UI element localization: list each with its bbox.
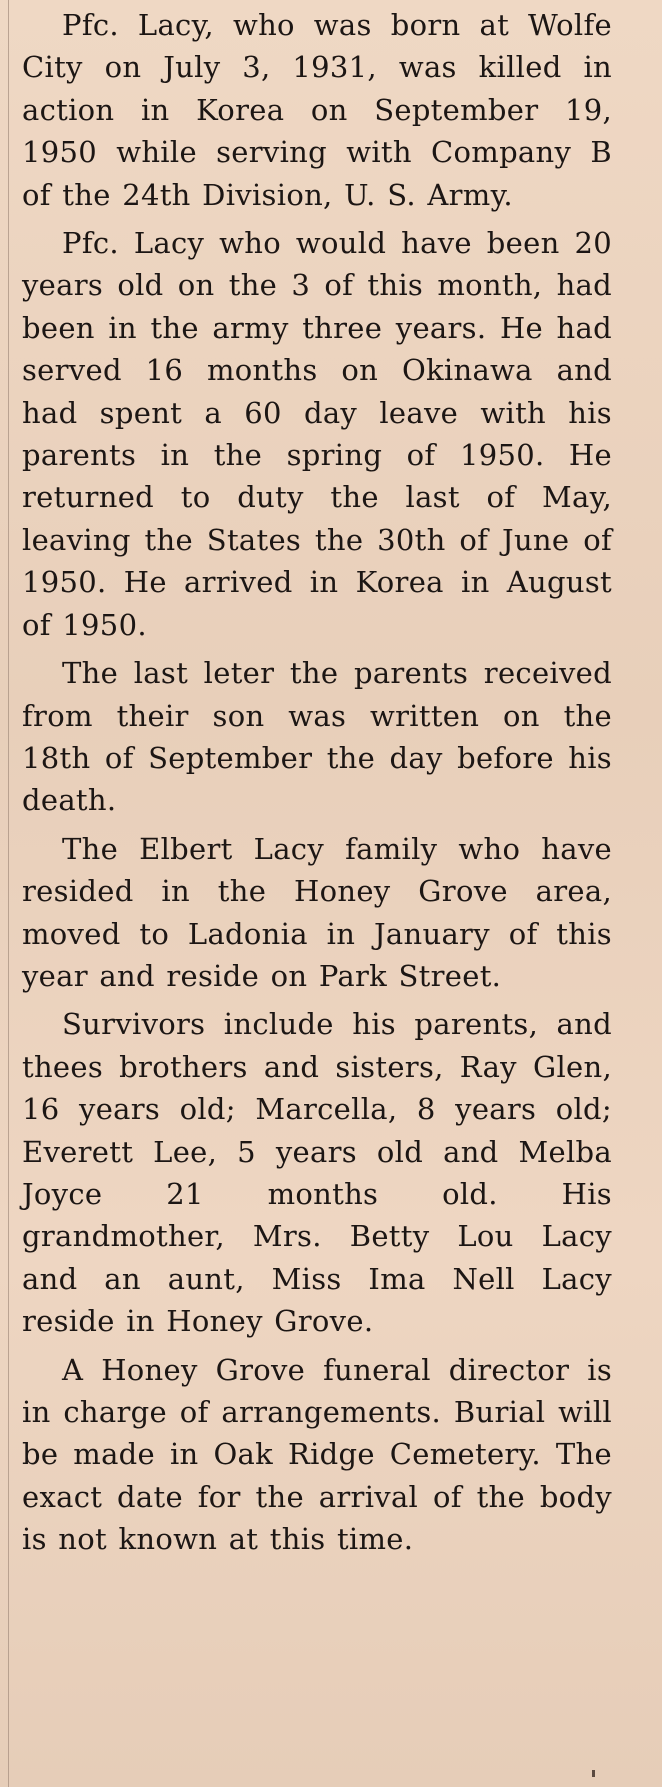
paragraph-family-residence: The Elbert Lacy family who have resided in the Honey Grove area, moved to Ladonia in January of this year and reside on Park Street. bbox=[22, 831, 612, 993]
column-rule bbox=[8, 0, 9, 1787]
paragraph-last-letter: The last leter the parents received from their son was written on the 18th of September the day before his death. bbox=[22, 656, 612, 818]
paragraph-birth-and-death: Pfc. Lacy, who was born at Wolfe City on July 3, 1931, was killed in action in Korea on September 19, 1950 while serving with Company B of the 24th Division, U. S. Army. bbox=[22, 8, 612, 212]
article-body bbox=[22, 4, 612, 1567]
paragraph-survivors: Survivors include his parents, and thees brothers and sisters, Ray Glen, 16 years old; Marcella, 8 years old; Everett Lee, 5 years old and Melba Joyce 21 months old. His grandmother, Mrs. Betty Lou Lacy and an aunt, Miss Ima Nell Lacy reside in Honey Grove. bbox=[22, 1007, 612, 1339]
print-speck bbox=[592, 1770, 595, 1777]
paragraph-service-history: Pfc. Lacy who would have been 20 years old on the 3 of this month, had been in the army three years. He had served 16 months on Okinawa and had spent a 60 day leave with his parents in the spring of 1950. He returned to duty the last of May, leaving the States the 30th of June of 1950. He arrived in Korea in August of 1950. bbox=[22, 226, 612, 642]
paragraph-funeral-arrangements: A Honey Grove funeral director is in charge of arrangements. Burial will be made in Oak Ridge Cemetery. The exact date for the arrival of the body is not known at this time. bbox=[22, 1352, 612, 1557]
